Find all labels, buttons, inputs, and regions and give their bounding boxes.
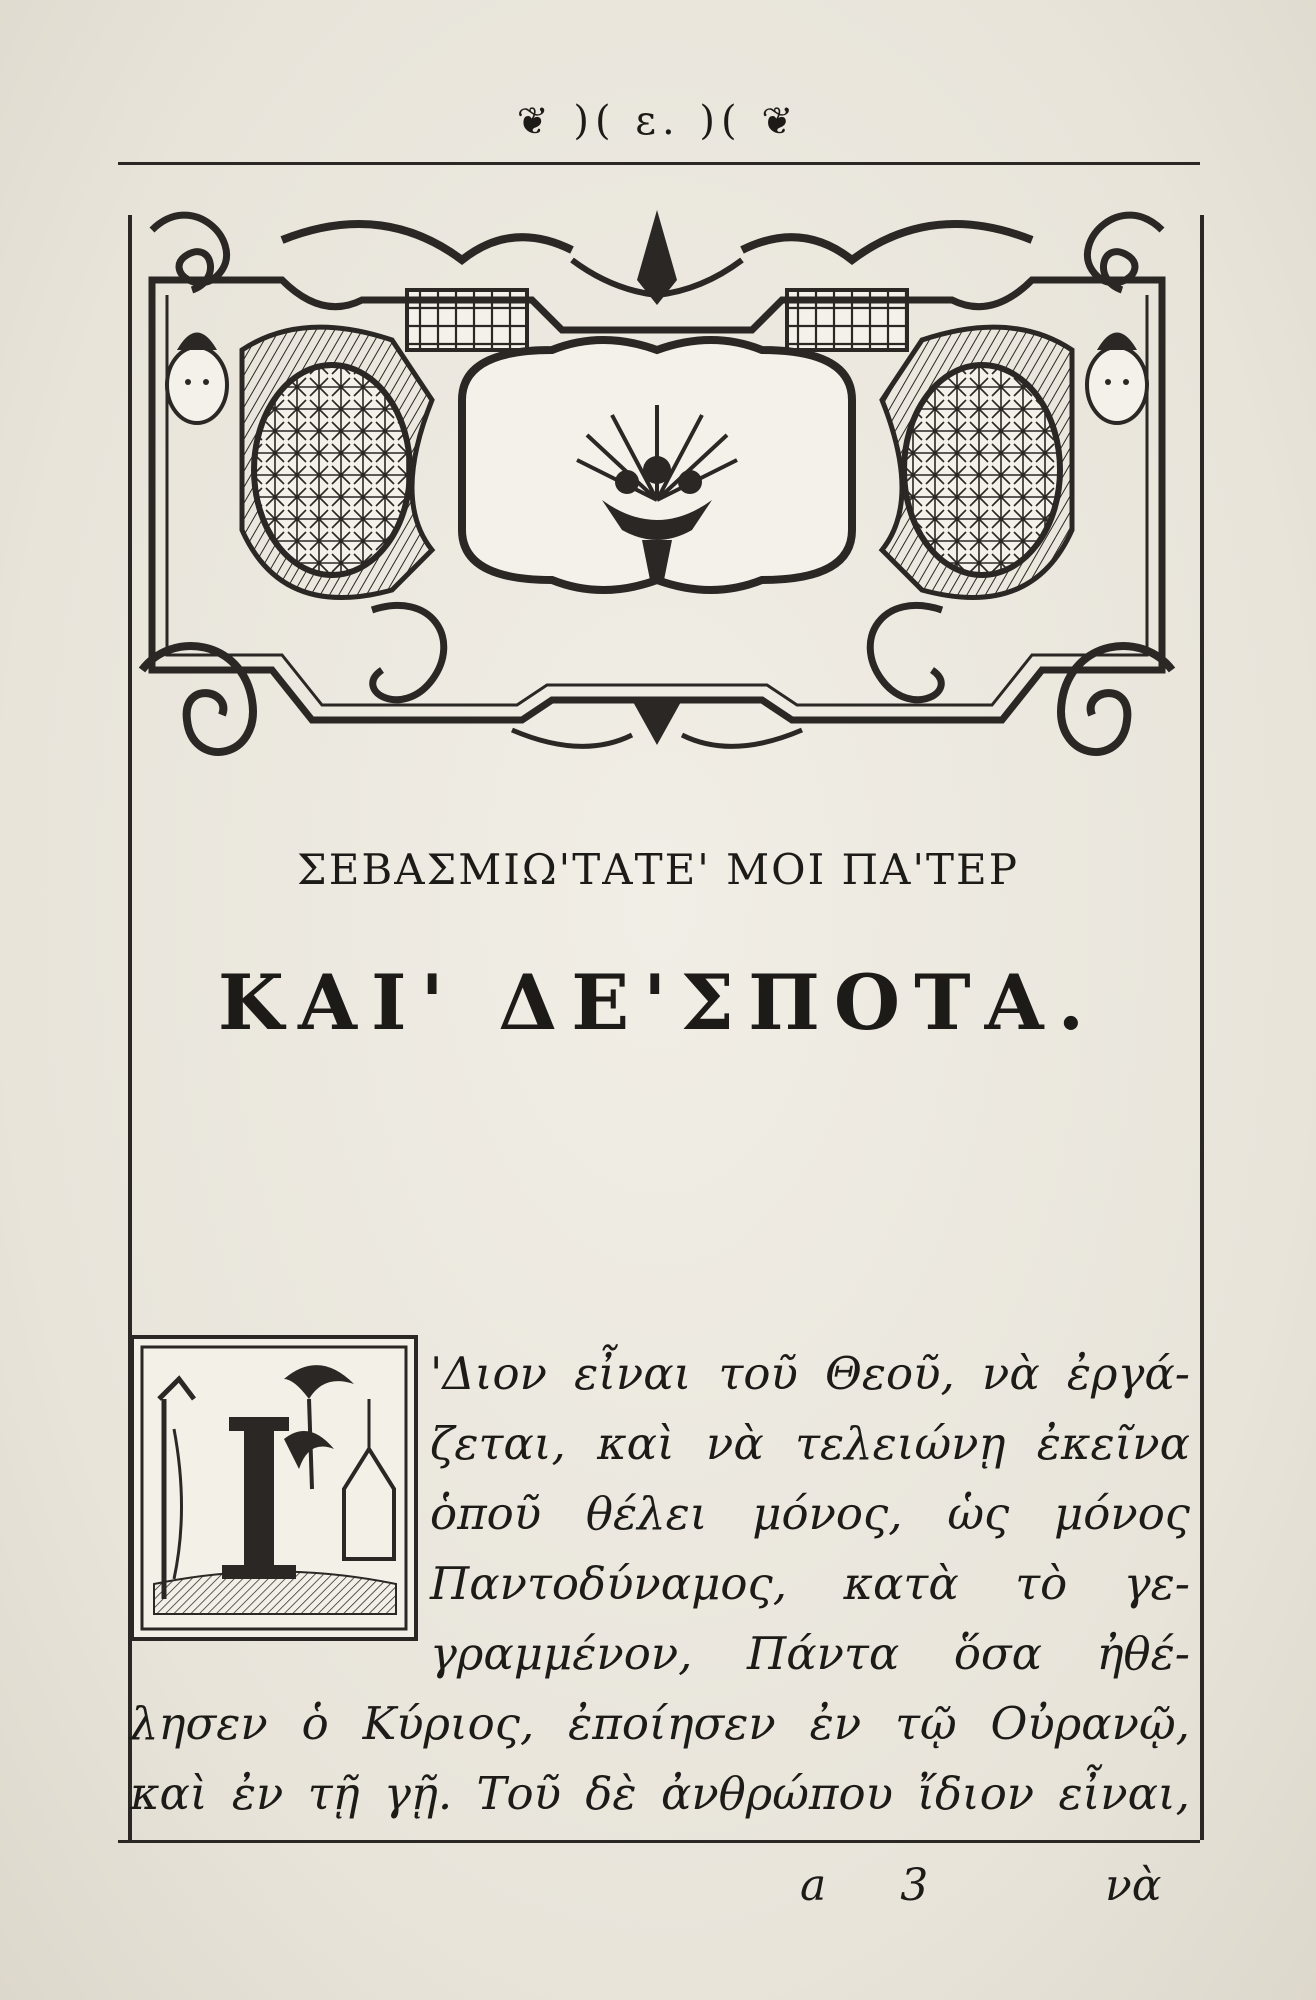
running-head	[0, 98, 1316, 148]
catchword: νὰ	[1105, 1860, 1162, 1911]
decorated-initial-icon	[130, 1335, 418, 1641]
text-line: καὶ ἐν τῇ γῇ. Τοῦ δὲ ἀνθρώπου ἴδιον εἶναι,	[130, 1767, 1190, 1820]
text-line: γραμμένον, Πάντα ὅσα ἠθέ-	[430, 1627, 1190, 1680]
ornamental-headpiece-icon	[132, 200, 1182, 770]
text-line: λησεν ὁ Κύριος, ἐποίησεν ἐν τῷ Οὐρανῷ,	[130, 1697, 1190, 1750]
text-line: 'Διον εἶναι τοῦ Θεοῦ, νὰ ἐργά-	[430, 1347, 1190, 1400]
fleuron-right-icon: ❦	[761, 99, 800, 143]
dedication-salutation: ΣΕΒΑΣΜΙΩ'ΤΑΤΕ' ΜΟΙ ΠΑ'ΤΕΡ	[297, 845, 1019, 894]
signature-mark: a 3	[800, 1860, 959, 1911]
text-line: Παντοδύναμος, κατὰ τὸ γε-	[430, 1557, 1190, 1610]
page-marker: )( ε. )(	[573, 98, 743, 144]
page-footer	[0, 1860, 1316, 1920]
text-line: ζεται, καὶ νὰ τελειώνῃ ἐκεῖνα	[430, 1417, 1190, 1470]
dedication-title: ΚΑΙ' ΔΕ'ΣΠΟΤΑ.	[217, 958, 1099, 1047]
text-line: ὁποῦ θέλει μόνος, ὡς μόνος	[430, 1487, 1190, 1540]
fleuron-left-icon: ❦	[516, 99, 555, 143]
